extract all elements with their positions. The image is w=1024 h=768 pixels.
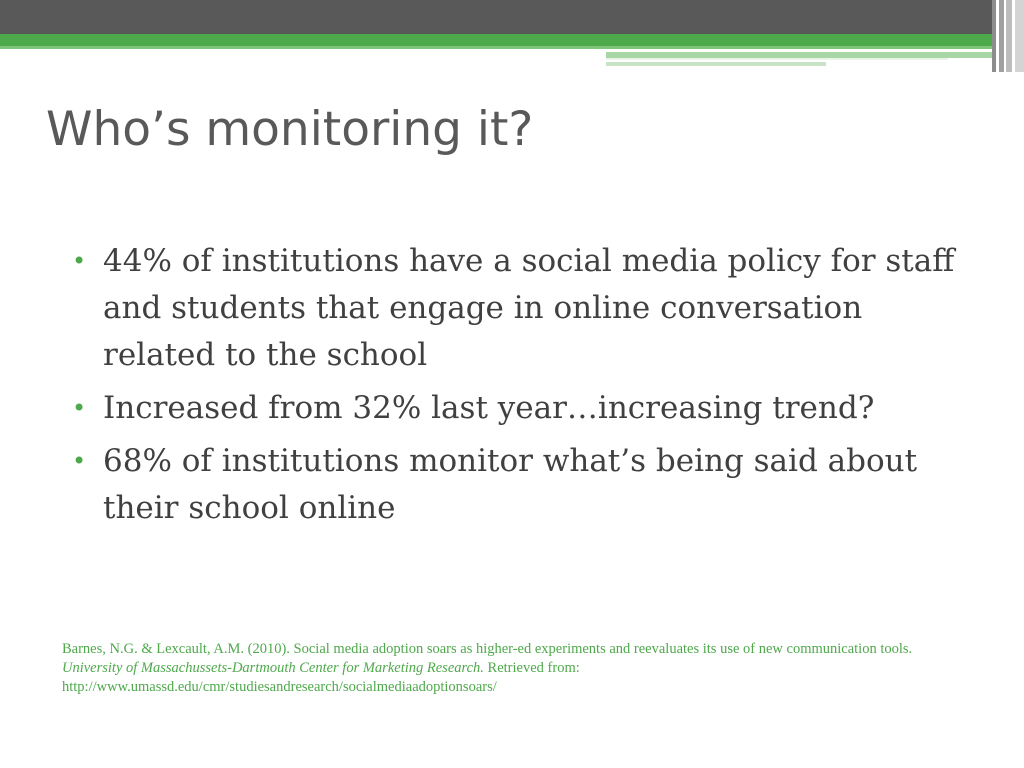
citation-authors: Barnes, N.G. & Lexcault, A.M. (2010). Social media adoption soars as higher-ed experiments and reevaluates its use of new communication tools.: [62, 641, 913, 657]
header-green-thin-line: [0, 46, 1024, 49]
bullet-text: 44% of institutions have a social media policy for staff and students that engage in online conversation related to the school: [103, 243, 955, 373]
bullet-text: Increased from 32% last year…increasing trend?: [103, 390, 875, 426]
bullet-list: [72, 238, 982, 538]
bullet-item: [72, 238, 982, 379]
header-pale-line: [606, 58, 948, 60]
citation-retrieved: Retrieved from: http://www.umassd.edu/cmr/studiesandresearch/socialmediaadoptionsoars/: [62, 660, 580, 695]
header-green-bar: [0, 34, 1024, 46]
header-light-green-bar-short: [606, 62, 826, 66]
slide-title: Who’s monitoring it?: [46, 102, 534, 157]
bullet-icon: •: [72, 447, 87, 475]
bullet-text: 68% of institutions monitor what’s being said about their school online: [103, 443, 918, 526]
header-dark-bar: [0, 0, 1024, 34]
citation: [62, 640, 962, 697]
bullet-item: [72, 438, 982, 532]
citation-source: University of Massachussets-Dartmouth Center for Marketing Research.: [62, 660, 484, 676]
bullet-icon: •: [72, 247, 87, 275]
stripe: [1015, 0, 1024, 72]
bullet-item: [72, 385, 982, 432]
header-corner-stripes: [992, 0, 1024, 72]
bullet-icon: •: [72, 394, 87, 422]
